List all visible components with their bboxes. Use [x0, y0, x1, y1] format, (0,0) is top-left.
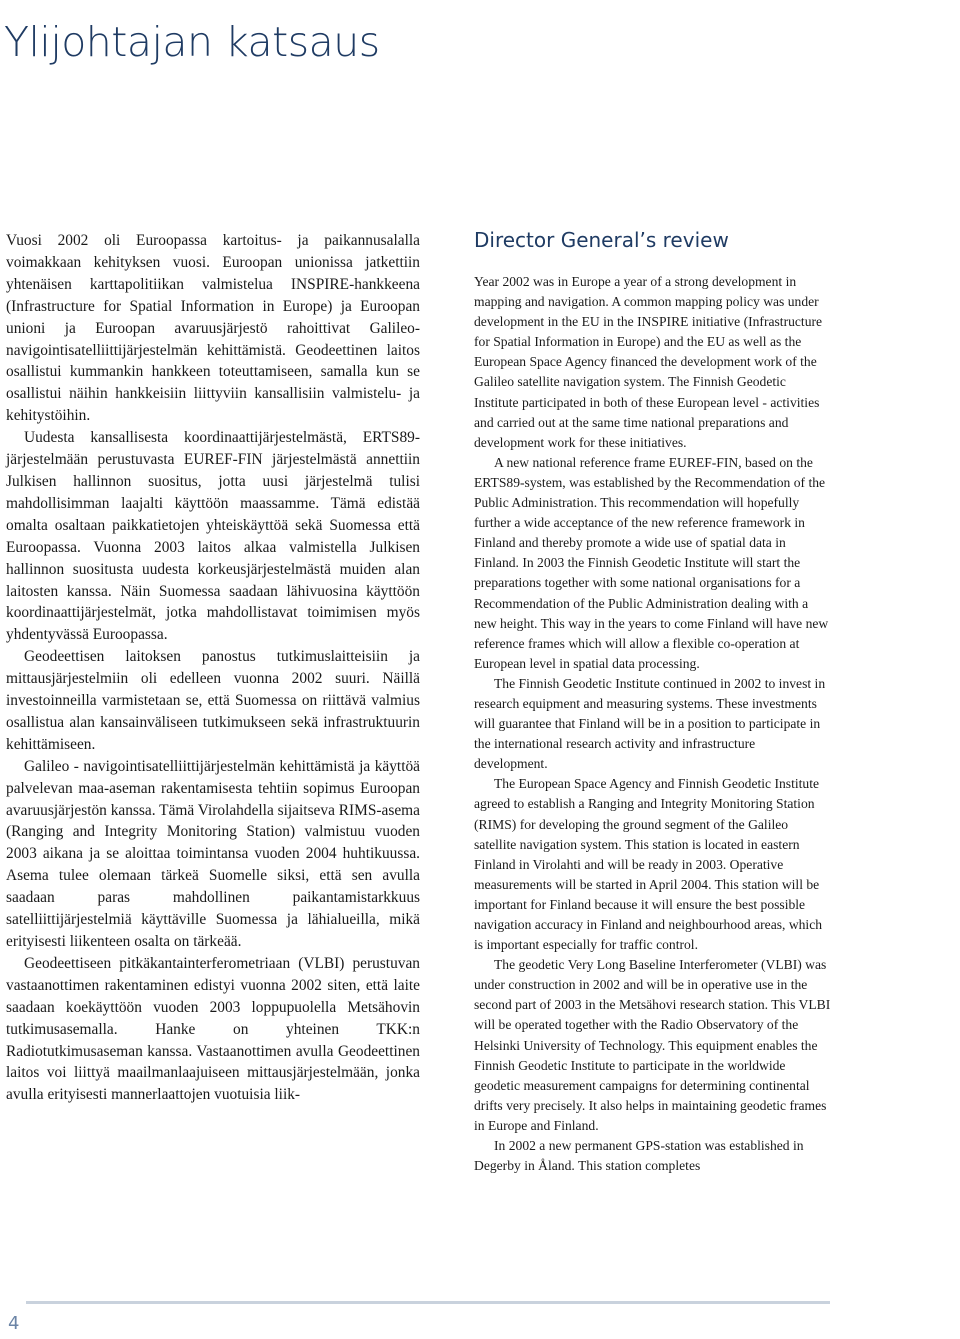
english-column — [474, 228, 832, 1176]
fi-paragraph-4: Galileo - navigointisatelliittijärjestelmän kehittämistä ja käyttöä palvelevan maa-aseman rakentamisesta tehtiin sopimus Euroopan avaruusjärjestön kanssa. Tämä Virolahdella sijaitseva RIMS-asema (Ranging and Integrity Monitoring Station) valmistuu vuoden 2003 aikana ja se aloittaa toimintansa vuoden 2004 huhtikuussa. Asema tulee olemaan tärkeä Suomelle siksi, että sen avulla saadaan paras mahdollinen paikantamistarkkuus satelliittijärjestelmiä käyttäville Suomessa ja lähialueilla, mikä erityisesti liikenteen osalta on tärkeää. — [6, 757, 420, 950]
en-paragraph-1: Year 2002 was in Europe a year of a strong development in mapping and navigation. A common mapping policy was under development in the EU in the INSPIRE initiative (Infrastructure for Spatial Information in Europe) and the EU as well as the European Space Agency financed the development work of the Galileo satellite navigation system. The Finnish Geodetic Institute participated in both of these European level - activities and carried out at the same time national preparations and development work for these initiatives. — [474, 274, 823, 450]
page-number: 4 — [8, 1313, 20, 1334]
fi-paragraph-2: Uudesta kansallisesta koordinaattijärjestelmästä, ERTS89-järjestelmään perustuvasta EUREF-FIN järjestelmästä annettiin Julkisen hallinnon suositus, jotta uusi järjestelmä tulisi mahdollisimman laajalti käyttöön maassamme. Tämä edistää omalta osaltaan paikkatietojen yhteiskäyttöä sekä Suomessa että Euroopassa. Vuonna 2003 laitos alkaa valmistella Julkisen hallinnon suositusta uudesta korkeusjärjestelmästä muiden alan laitosten kanssa. Näin Suomessa saadaan lähivuosina käyttöön koordinaattijärjestelmät, jotka mahdollistavat toimimisen myös yhdentyvässä Euroopassa. — [6, 429, 420, 644]
english-title: Director General’s review — [474, 228, 729, 252]
page-title: Ylijohtajan katsaus — [4, 18, 380, 66]
en-paragraph-2: A new national reference frame EUREF-FIN, based on the ERTS89-system, was established by the Recommendation of the Public Administration. This recommendation will hopefully further a wide acceptance of the new reference framework in Finland and thereby promote a wide use of spatial data in Finland. In 2003 the Finnish Geodetic Institute will start the preparations together with some national organisations for a Recommendation of the Public Administration dealing with a new height. This way in the years to come Finland will have new reference frames which will allow a flexible co-operation at European level in spatial data processing. — [474, 454, 829, 671]
finnish-column — [6, 230, 420, 1106]
fi-paragraph-3: Geodeettisen laitoksen panostus tutkimuslaitteisiin ja mittausjärjestelmiin oli edelleen vuonna 2002 suuri. Näillä investoinneilla varmistetaan se, että Suomessa on riittävä valmius osallistua alan kansainväliseen tutkimukseen sekä infrastruktuurin kehittämiseen. — [6, 648, 420, 753]
footer-rule — [26, 1301, 830, 1304]
en-paragraph-4: The European Space Agency and Finnish Geodetic Institute agreed to establish a Ranging and Integrity Monitoring Station (RIMS) for developing the ground segment of the Galileo satellite navigation system. This station is located in eastern Finland in Virolahti and will be ready in 2003. Operative measurements will be started in April 2004. This station will be important for Finland because it will ensure the best possible navigation accuracy in Finland and neighbourhood areas, which is important especially for traffic control. — [474, 776, 823, 953]
fi-paragraph-5: Geodeettiseen pitkäkantainterferometriaan (VLBI) perustuvan vastaanottimen rakentaminen edistyi vuonna 2002 siten, että laite saadaan koekäyttöön vuoden 2003 loppupuolella Metsähovin tutkimusasemalla. Hanke on yhteinen TKK:n Radiotutkimusaseman kanssa. Vastaanottimen avulla Geodeettinen laitos voi liittyä maailmanlaajuiseen mittausjärjestelmään, jonka avulla erityisesti mannerlaattojen vuotuisia liik- — [6, 954, 420, 1104]
en-paragraph-5: The geodetic Very Long Baseline Interferometer (VLBI) was under construction in 2002 and will be in operative use in the second part of 2003 in the Metsähovi research station. This VLBI will be operated together with the Radio Observatory of the Helsinki University of Technology. This equipment enables the Finnish Geodetic Institute to participate in the worldwide geodetic measurement campaigns for determining continental drifts very precisely. It also helps in maintaining geodetic frames in Europe and Finland. — [474, 957, 831, 1133]
english-body — [474, 272, 832, 1176]
en-paragraph-6: In 2002 a new permanent GPS-station was established in Degerby in Åland. This station completes — [474, 1138, 804, 1174]
en-paragraph-3: The Finnish Geodetic Institute continued in 2002 to invest in research equipment and measuring systems. These investments will guarantee that Finland will be in a position to participate in the international research activity and infrastructure development. — [474, 675, 826, 772]
fi-paragraph-1: Vuosi 2002 oli Euroopassa kartoitus- ja paikannusalalla voimakkaan kehityksen vuosi. Euroopan unionissa jatkettiin yhtenäisen karttapolitiikan valmistelua INSPIRE-hankkeena (Infrastructure for Spatial Information in Europe) ja Euroopan unioni ja Euroopan avaruusjärjestö rahoittivat Galileo-navigointisatelliittijärjestelmän kehittämistä. Geodeettinen laitos osallistui kummankin hankkeen toteuttamiseen, samalla kun se osallistui näihin hankkeisiin liittyviin kansallisiin valmistelu- ja kehitystöihin. — [6, 232, 420, 425]
